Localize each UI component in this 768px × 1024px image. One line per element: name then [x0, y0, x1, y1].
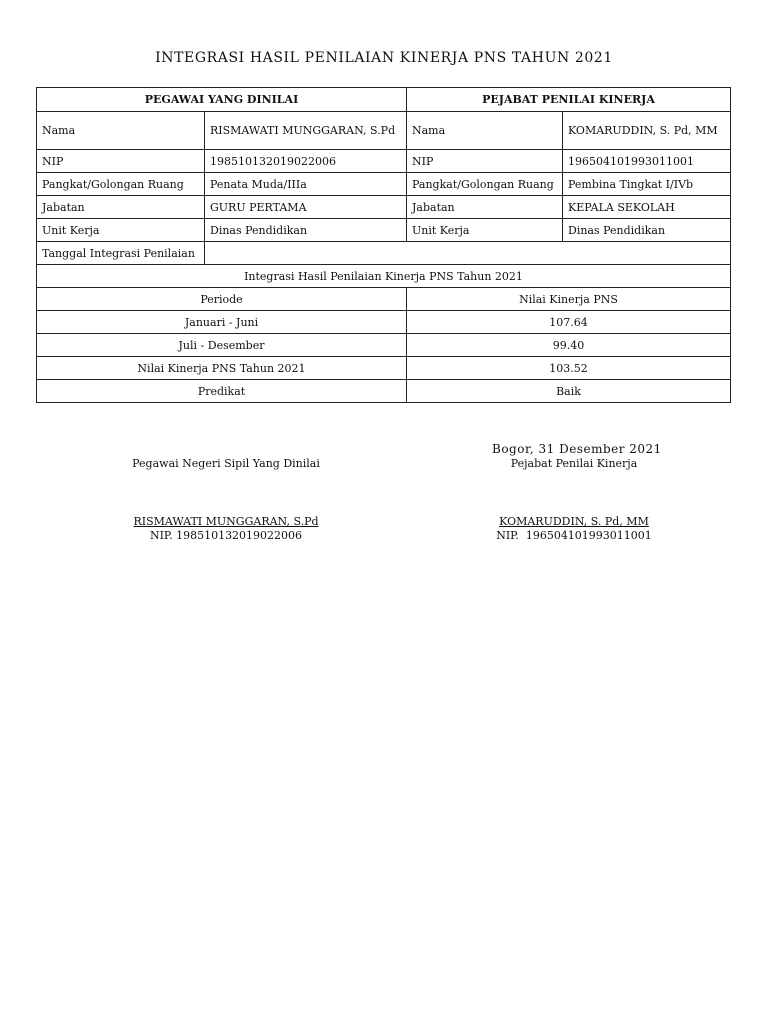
value-nip-pegawai: 198510132019022006 — [205, 150, 407, 173]
value-unit-pegawai: Dinas Pendidikan — [205, 219, 407, 242]
predikat-value: Baik — [407, 380, 731, 403]
periode-cell: Januari - Juni — [37, 311, 407, 334]
predikat-label: Predikat — [37, 380, 407, 403]
value-jabatan-pejabat: KEPALA SEKOLAH — [563, 196, 731, 219]
label-pangkat-pejabat: Pangkat/Golongan Ruang — [407, 173, 563, 196]
table-row-unit-kerja — [37, 219, 731, 242]
table-row-jabatan — [37, 196, 731, 219]
value-tanggal-integrasi — [205, 242, 731, 265]
nilai-cell: 99.40 — [407, 334, 731, 357]
section-title: Integrasi Hasil Penilaian Kinerja PNS Tahun 2021 — [37, 265, 731, 288]
total-value: 103.52 — [407, 357, 731, 380]
table-row-predikat — [37, 380, 731, 403]
label-pangkat-pegawai: Pangkat/Golongan Ruang — [37, 173, 205, 196]
nilai-cell: 107.64 — [407, 311, 731, 334]
column-header-nilai: Nilai Kinerja PNS — [407, 288, 731, 311]
table-row-nip — [37, 150, 731, 173]
table-row-section-title — [37, 265, 731, 288]
table-row-column-headers — [37, 288, 731, 311]
table-row-pangkat — [37, 173, 731, 196]
value-pangkat-pejabat: Pembina Tingkat I/IVb — [563, 173, 731, 196]
label-nip-pejabat: NIP — [407, 150, 563, 173]
value-nip-pejabat: 196504101993011001 — [563, 150, 731, 173]
total-label: Nilai Kinerja PNS Tahun 2021 — [37, 357, 407, 380]
table-header-row — [37, 88, 731, 112]
value-pangkat-pegawai: Penata Muda/IIIa — [205, 173, 407, 196]
left-signatory-name: RISMAWATI MUNGGARAN, S.Pd — [133, 515, 319, 528]
place-date: Bogor, 31 Desember 2021 — [492, 442, 662, 456]
label-tanggal-integrasi: Tanggal Integrasi Penilaian — [37, 242, 205, 265]
right-signatory-role: Pejabat Penilai Kinerja — [510, 457, 638, 470]
right-signatory-name: KOMARUDDIN, S. Pd, MM — [499, 515, 649, 528]
table-row-total — [37, 357, 731, 380]
label-unit-pegawai: Unit Kerja — [37, 219, 205, 242]
value-jabatan-pegawai: GURU PERTAMA — [205, 196, 407, 219]
table-row-tanggal — [37, 242, 731, 265]
label-nama-pejabat: Nama — [407, 112, 563, 150]
label-unit-pejabat: Unit Kerja — [407, 219, 563, 242]
right-signatory-nip: NIP. 196504101993011001 — [496, 529, 652, 542]
left-signatory-role: Pegawai Negeri Sipil Yang Dinilai — [132, 457, 320, 470]
table-row-period-2 — [37, 334, 731, 357]
assessment-table — [36, 87, 731, 403]
label-nip-pegawai: NIP — [37, 150, 205, 173]
label-jabatan-pejabat: Jabatan — [407, 196, 563, 219]
label-nama-pegawai: Nama — [37, 112, 205, 150]
document-title: INTEGRASI HASIL PENILAIAN KINERJA PNS TAHUN 2021 — [155, 50, 613, 66]
value-unit-pejabat: Dinas Pendidikan — [563, 219, 731, 242]
periode-cell: Juli - Desember — [37, 334, 407, 357]
left-signatory-nip: NIP. 198510132019022006 — [149, 529, 303, 542]
header-pejabat: PEJABAT PENILAI KINERJA — [407, 88, 731, 112]
table-row-period-1 — [37, 311, 731, 334]
label-jabatan-pegawai: Jabatan — [37, 196, 205, 219]
column-header-periode: Periode — [37, 288, 407, 311]
header-pegawai: PEGAWAI YANG DINILAI — [37, 88, 407, 112]
value-nama-pegawai: RISMAWATI MUNGGARAN, S.Pd — [205, 112, 407, 150]
table-row-nama — [37, 112, 731, 150]
value-nama-pejabat: KOMARUDDIN, S. Pd, MM — [563, 112, 731, 150]
